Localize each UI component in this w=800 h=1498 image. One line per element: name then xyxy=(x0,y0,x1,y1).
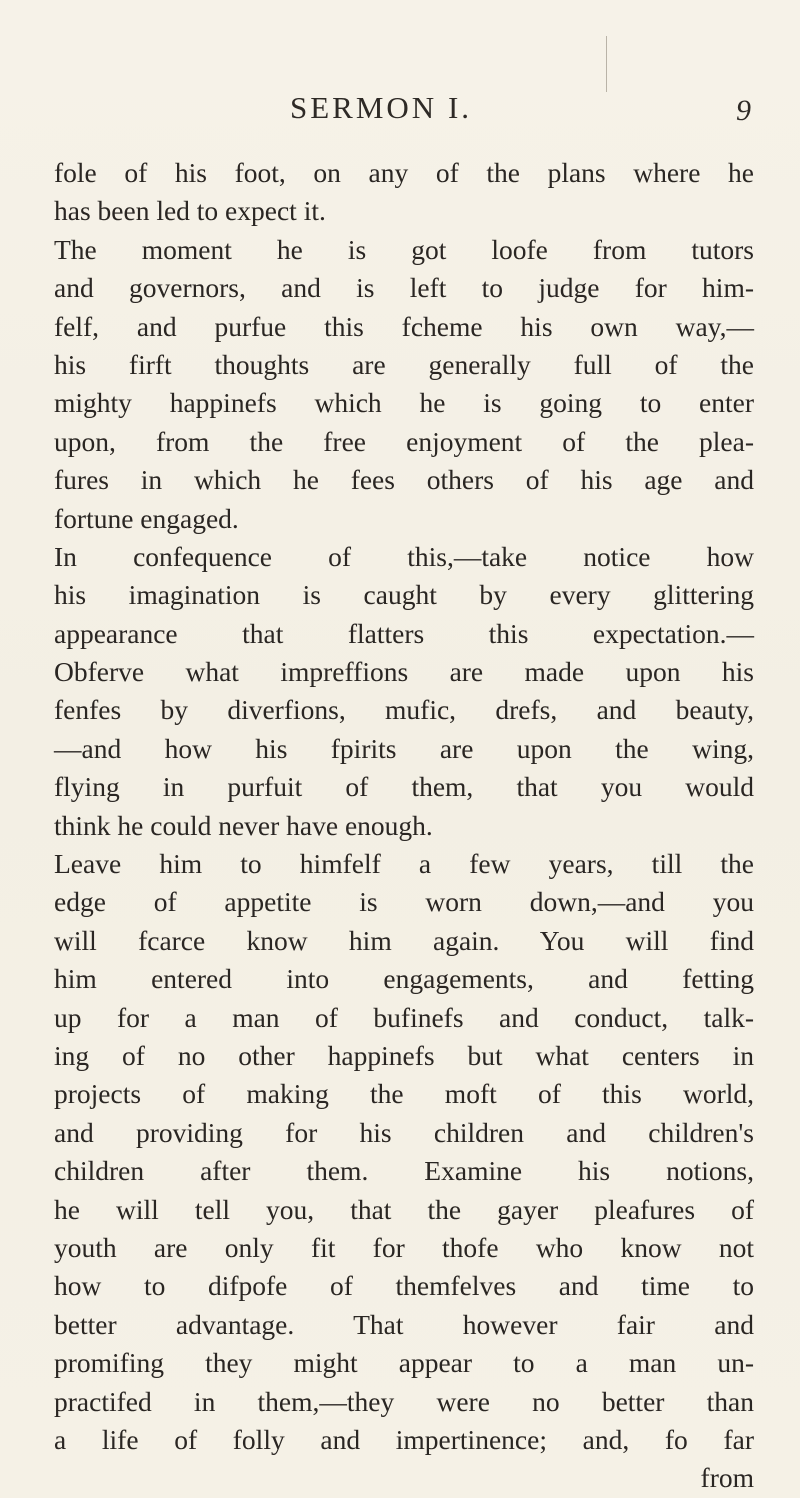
text-line: appearance that flatters this expectation.— xyxy=(54,617,754,649)
text-line: felf, and purfue this fcheme his own way,— xyxy=(54,310,754,342)
text-line: fenfes by diverfions, mufic, drefs, and beauty, xyxy=(54,694,754,726)
text-line: youth are only fit for thofe who know not xyxy=(54,1231,754,1263)
text-line: ing of no other happinefs but what centers in xyxy=(54,1039,754,1071)
text-line: think he could never have enough. xyxy=(54,809,433,841)
text-line: The moment he is got loofe from tutors xyxy=(54,233,754,265)
text-line: better advantage. That however fair and xyxy=(54,1308,754,1340)
sermon-text xyxy=(54,154,754,1498)
text-line: practifed in them,—they were no better than xyxy=(54,1385,754,1417)
text-line: Obferve what impreffions are made upon his xyxy=(54,656,754,688)
text-line: promifing they might appear to a man un- xyxy=(54,1347,754,1379)
text-line: and providing for his children and children's xyxy=(54,1116,754,1148)
text-line: will fcarce know him again. You will find xyxy=(54,924,754,956)
text-line: flying in purfuit of them, that you would xyxy=(54,771,754,803)
text-line: and governors, and is left to judge for him- xyxy=(54,272,754,304)
text-line: his imagination is caught by every glittering xyxy=(54,579,754,611)
text-line: children after them. Examine his notions, xyxy=(54,1155,754,1187)
catchword: from xyxy=(700,1462,754,1494)
running-head: SERMON I. xyxy=(290,90,473,125)
text-line: his firft thoughts are generally full of the xyxy=(54,348,754,380)
text-line: fortune engaged. xyxy=(54,502,239,534)
text-line: mighty happinefs which he is going to enter xyxy=(54,387,754,419)
text-line: projects of making the moft of this world, xyxy=(54,1078,754,1110)
text-line: has been led to expect it. xyxy=(54,195,326,227)
text-line: a life of folly and impertinence; and, fo far xyxy=(54,1423,754,1455)
text-line: fole of his foot, on any of the plans where he xyxy=(54,157,754,188)
text-line: he will tell you, that the gayer pleafures of xyxy=(54,1193,754,1225)
text-line: —and how his fpirits are upon the wing, xyxy=(54,732,754,764)
text-line: up for a man of bufinefs and conduct, talk- xyxy=(54,1001,754,1033)
text-line: fures in which he fees others of his age and xyxy=(54,464,754,496)
text-line: him entered into engagements, and fetting xyxy=(54,963,754,995)
text-line: In confequence of this,—take notice how xyxy=(54,540,754,572)
page-header xyxy=(0,90,800,140)
page-number: 9 xyxy=(736,94,751,127)
text-line: how to difpofe of themfelves and time to xyxy=(54,1270,754,1302)
margin-mark xyxy=(606,36,607,92)
text-line: Leave him to himfelf a few years, till the xyxy=(54,848,754,880)
text-line: upon, from the free enjoyment of the plea- xyxy=(54,425,754,457)
text-line: edge of appetite is worn down,—and you xyxy=(54,886,754,918)
